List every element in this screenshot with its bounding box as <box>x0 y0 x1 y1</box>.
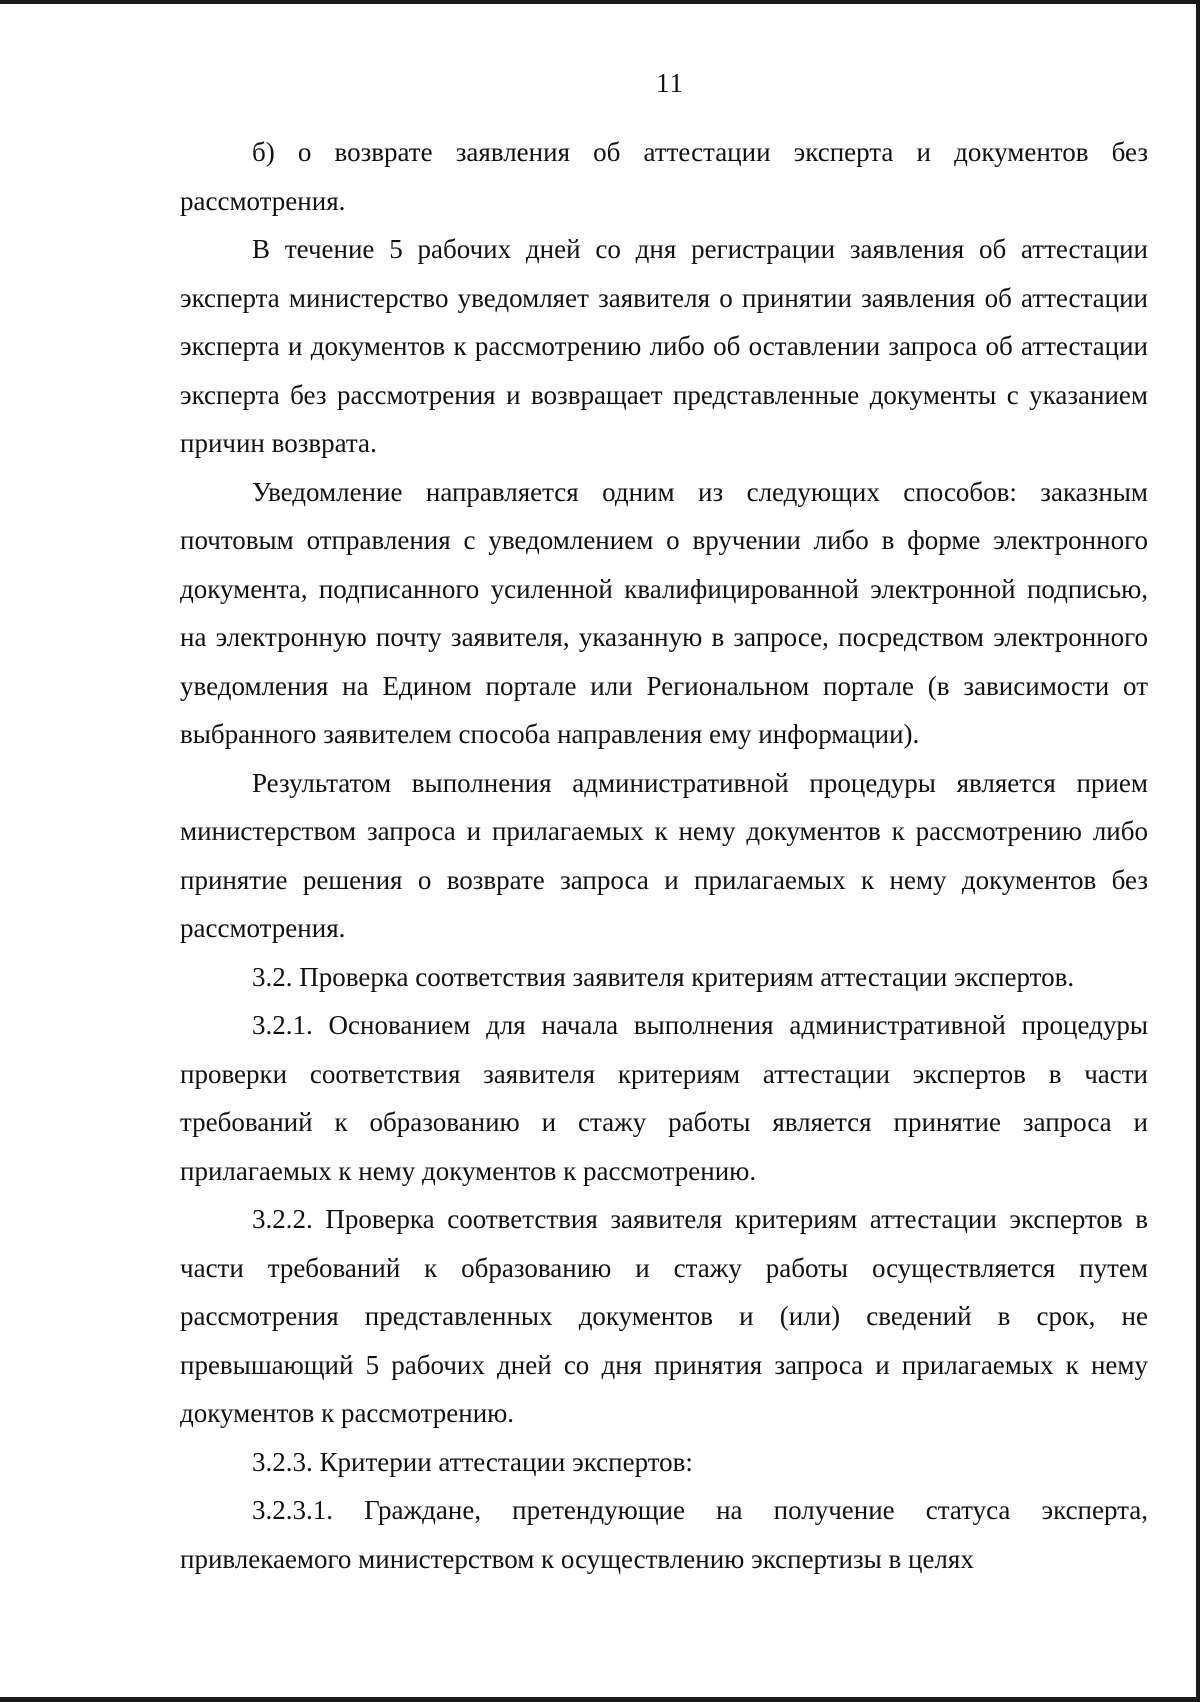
scan-edge-right <box>1196 0 1200 1702</box>
paragraph-return-without-review: б) о возврате заявления об аттестации эксперта и документов без рассмотрения. <box>180 137 1148 216</box>
paragraph-3-2-3-1: 3.2.3.1. Граждане, претендующие на получение статуса эксперта, привлекаемого министерством к осуществлению экспертизы в целях <box>180 1495 1148 1574</box>
paragraph-3-2-3: 3.2.3. Критерии аттестации экспертов: <box>252 1446 693 1477</box>
scan-edge-top <box>0 0 1200 4</box>
scan-edge-bottom <box>0 1697 1200 1702</box>
section-heading-3-2: 3.2. Проверка соответствия заявителя критериям аттестации экспертов. <box>252 961 1075 992</box>
document-body <box>180 128 1148 1583</box>
paragraph-3-2-2: 3.2.2. Проверка соответствия заявителя критериям аттестации экспертов в части требований к образованию и стажу работы осуществляется путем рассмотрения представленных документов и (или) сведений в срок, не превышающий 5 рабочих дней со дня принятия запроса и прилагаемых к нему документов к рассмотрению. <box>180 1204 1148 1428</box>
paragraph-3-2-1: 3.2.1. Основанием для начала выполнения административной процедуры проверки соответствия заявителя критериям аттестации экспертов в части требований к образованию и стажу работы является принятие запроса и прилагаемых к нему документов к рассмотрению. <box>180 1010 1148 1186</box>
paragraph-notification-deadline: В течение 5 рабочих дней со дня регистрации заявления об аттестации эксперта министерство уведомляет заявителя о принятии заявления об аттестации эксперта и документов к рассмотрению либо об оставлении запроса об аттестации эксперта без рассмотрения и возвращает представленные документы с указанием причин возврата. <box>180 234 1148 458</box>
page-number: 11 <box>656 68 684 98</box>
paragraph-procedure-result: Результатом выполнения административной процедуры является прием министерством запроса и прилагаемых к нему документов к рассмотрению либо принятие решения о возврате запроса и прилагаемых к нему документов без рассмотрения. <box>180 767 1148 943</box>
paragraph-notification-methods: Уведомление направляется одним из следующих способов: заказным почтовым отправления с уведомлением о вручении либо в форме электронного документа, подписанного усиленной квалифицированной электронной подписью, на электронную почту заявителя, указанную в запросе, посредством электронного уведомления на Едином портале или Региональном портале (в зависимости от выбранного заявителем способа направления ему информации). <box>180 476 1148 749</box>
